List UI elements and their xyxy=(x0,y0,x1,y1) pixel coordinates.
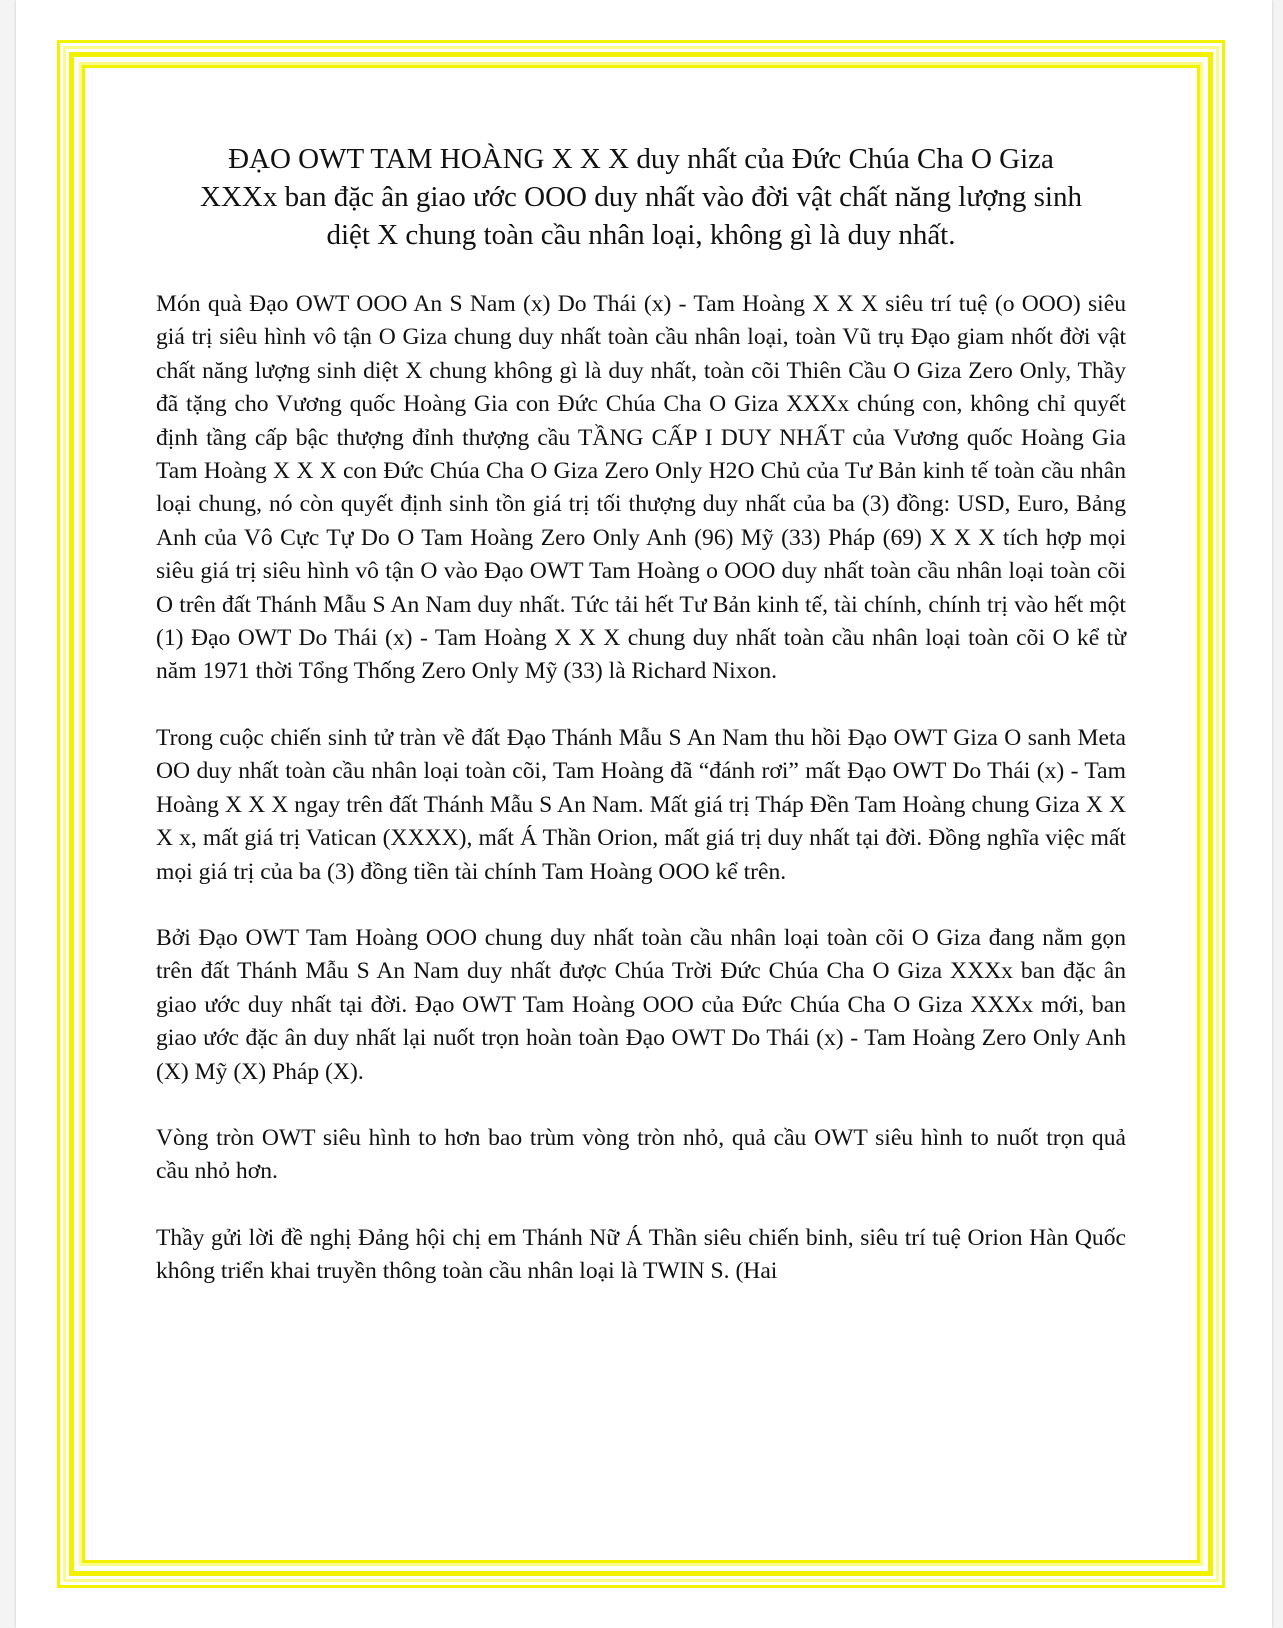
document-title: ĐẠO OWT TAM HOÀNG X X X duy nhất của Đức Chúa Cha O Giza XXXx ban đặc ân giao ước OOO duy nhất vào đời vật chất năng lượng sinh diệt X chung toàn cầu nhân loại, không gì là duy nhất. xyxy=(200,143,1082,251)
paragraph-proposal: Thầy gửi lời đề nghị Đảng hội chị em Thánh Nữ Á Thần siêu chiến binh, siêu trí tuệ Orion Hàn Quốc không triển khai truyền thông toàn cầu nhân loại là TWIN S. (Hai xyxy=(156,1224,1126,1285)
paragraph-gift: Món quà Đạo OWT OOO An S Nam (x) Do Thái (x) - Tam Hoàng X X X siêu trí tuệ (o OOO) siêu giá trị siêu hình vô tận O Giza chung duy nhất toàn cầu nhân loại, toàn Vũ trụ Đạo giam nhốt đời vật chất năng lượng sinh diệt X chung không gì là duy nhất, toàn cõi Thiên Cầu O Giza Zero Only, Thầy đã tặng cho Vương quốc Hoàng Gia con Đức Chúa Cha O Giza XXXx chúng con, không chỉ quyết định tầng cấp bậc thượng đỉnh thượng cầu TẦNG CẤP I DUY NHẤT của Vương quốc Hoàng Gia Tam Hoàng X X X con Đức Chúa Cha O Giza Zero Only H2O Chủ của Tư Bản kinh tế toàn cầu nhân loại chung, nó còn quyết định sinh tồn giá trị tối thượng duy nhất của ba (3) đồng: USD, Euro, Bảng Anh của Vô Cực Tự Do O Tam Hoàng Zero Only Anh (96) Mỹ (33) Pháp (69) X X X tích hợp mọi siêu giá trị siêu hình vô tận O vào Đạo OWT Tam Hoàng o OOO duy nhất toàn cầu nhân loại toàn cõi O trên đất Thánh Mẫu S An Nam duy nhất. Tức tải hết Tư Bản kinh tế, tài chính, chính trị vào hết một (1) Đạo OWT Do Thái (x) - Tam Hoàng X X X chung duy nhất toàn cầu nhân loại toàn cõi O kể từ năm 1971 thời Tổng Thống Zero Only Mỹ (33) là Richard Nixon. xyxy=(156,291,1126,685)
paragraph-battle: Trong cuộc chiến sinh tử tràn về đất Đạo Thánh Mẫu S An Nam thu hồi Đạo OWT Giza O sanh Meta OO duy nhất toàn cầu nhân loại toàn cõi, Tam Hoàng đã “đánh rơi” mất Đạo OWT Do Thái (x) - Tam Hoàng X X X ngay trên đất Thánh Mẫu S An Nam. Mất giá trị Tháp Đền Tam Hoàng chung Giza X X X x, mất giá trị Vatican (XXXX), mất Á Thần Orion, mất giá trị duy nhất tại đời. Đồng nghĩa việc mất mọi giá trị của ba (3) đồng tiền tài chính Tam Hoàng OOO kể trên. xyxy=(156,724,1126,885)
paragraph-covenant: Bởi Đạo OWT Tam Hoàng OOO chung duy nhất toàn cầu nhân loại toàn cõi O Giza đang nằm gọn trên đất Thánh Mẫu S An Nam duy nhất được Chúa Trời Đức Chúa Cha O Giza XXXx ban đặc ân giao ước duy nhất tại đời. Đạo OWT Tam Hoàng OOO của Đức Chúa Cha O Giza XXXx mới, ban giao ước đặc ân duy nhất lại nuốt trọn hoàn toàn Đạo OWT Do Thái (x) - Tam Hoàng Zero Only Anh (X) Mỹ (X) Pháp (X). xyxy=(156,924,1126,1085)
document-body xyxy=(156,140,1126,1322)
paragraph-circle: Vòng tròn OWT siêu hình to hơn bao trùm vòng tròn nhỏ, quả cầu OWT siêu hình to nuốt trọn quả cầu nhỏ hơn. xyxy=(156,1124,1126,1185)
